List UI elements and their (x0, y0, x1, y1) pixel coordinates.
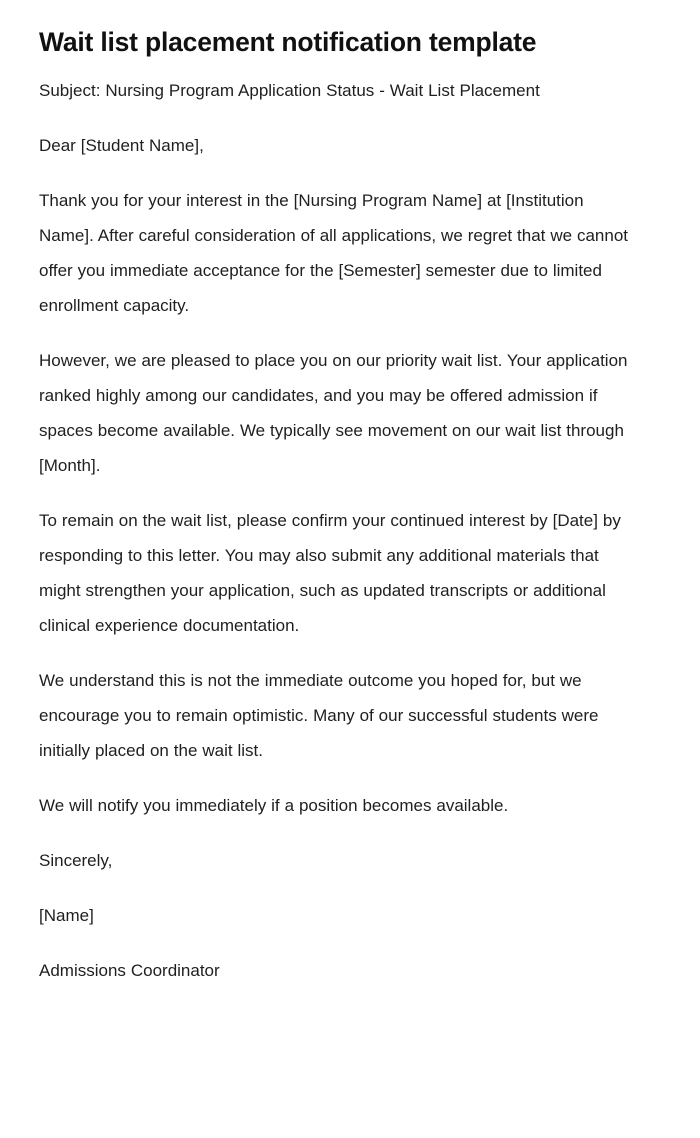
body-paragraph-3: To remain on the wait list, please confirm your continued interest by [Date] by responding to this letter. You may also submit any additional materials that might strengthen your application, such as updated transcripts or additional clinical experience documentation. (39, 511, 621, 636)
signature-name: [Name] (39, 906, 94, 926)
body-paragraph-1: Thank you for your interest in the [Nursing Program Name] at [Institution Name]. After careful consideration of all applications, we regret that we cannot offer you immediate acceptance for the [Semester] semester due to limited enrollment capacity. (39, 191, 629, 316)
body-paragraph-5: We will notify you immediately if a position becomes available. (39, 796, 509, 816)
page-title: Wait list placement notification template (39, 27, 537, 57)
body-paragraph-2: However, we are pleased to place you on our priority wait list. Your application ranked highly among our candidates, and you may be offered admission if spaces become available. We typically see movement on our wait list through [Month]. (39, 351, 628, 476)
subject-line: Subject: Nursing Program Application Status - Wait List Placement (39, 81, 540, 101)
body-paragraph-4: We understand this is not the immediate outcome you hoped for, but we encourage you to remain optimistic. Many of our successful students were initially placed on the wait list. (39, 671, 599, 761)
closing: Sincerely, (39, 851, 113, 871)
signature-title: Admissions Coordinator (39, 961, 220, 981)
salutation: Dear [Student Name], (39, 136, 204, 156)
